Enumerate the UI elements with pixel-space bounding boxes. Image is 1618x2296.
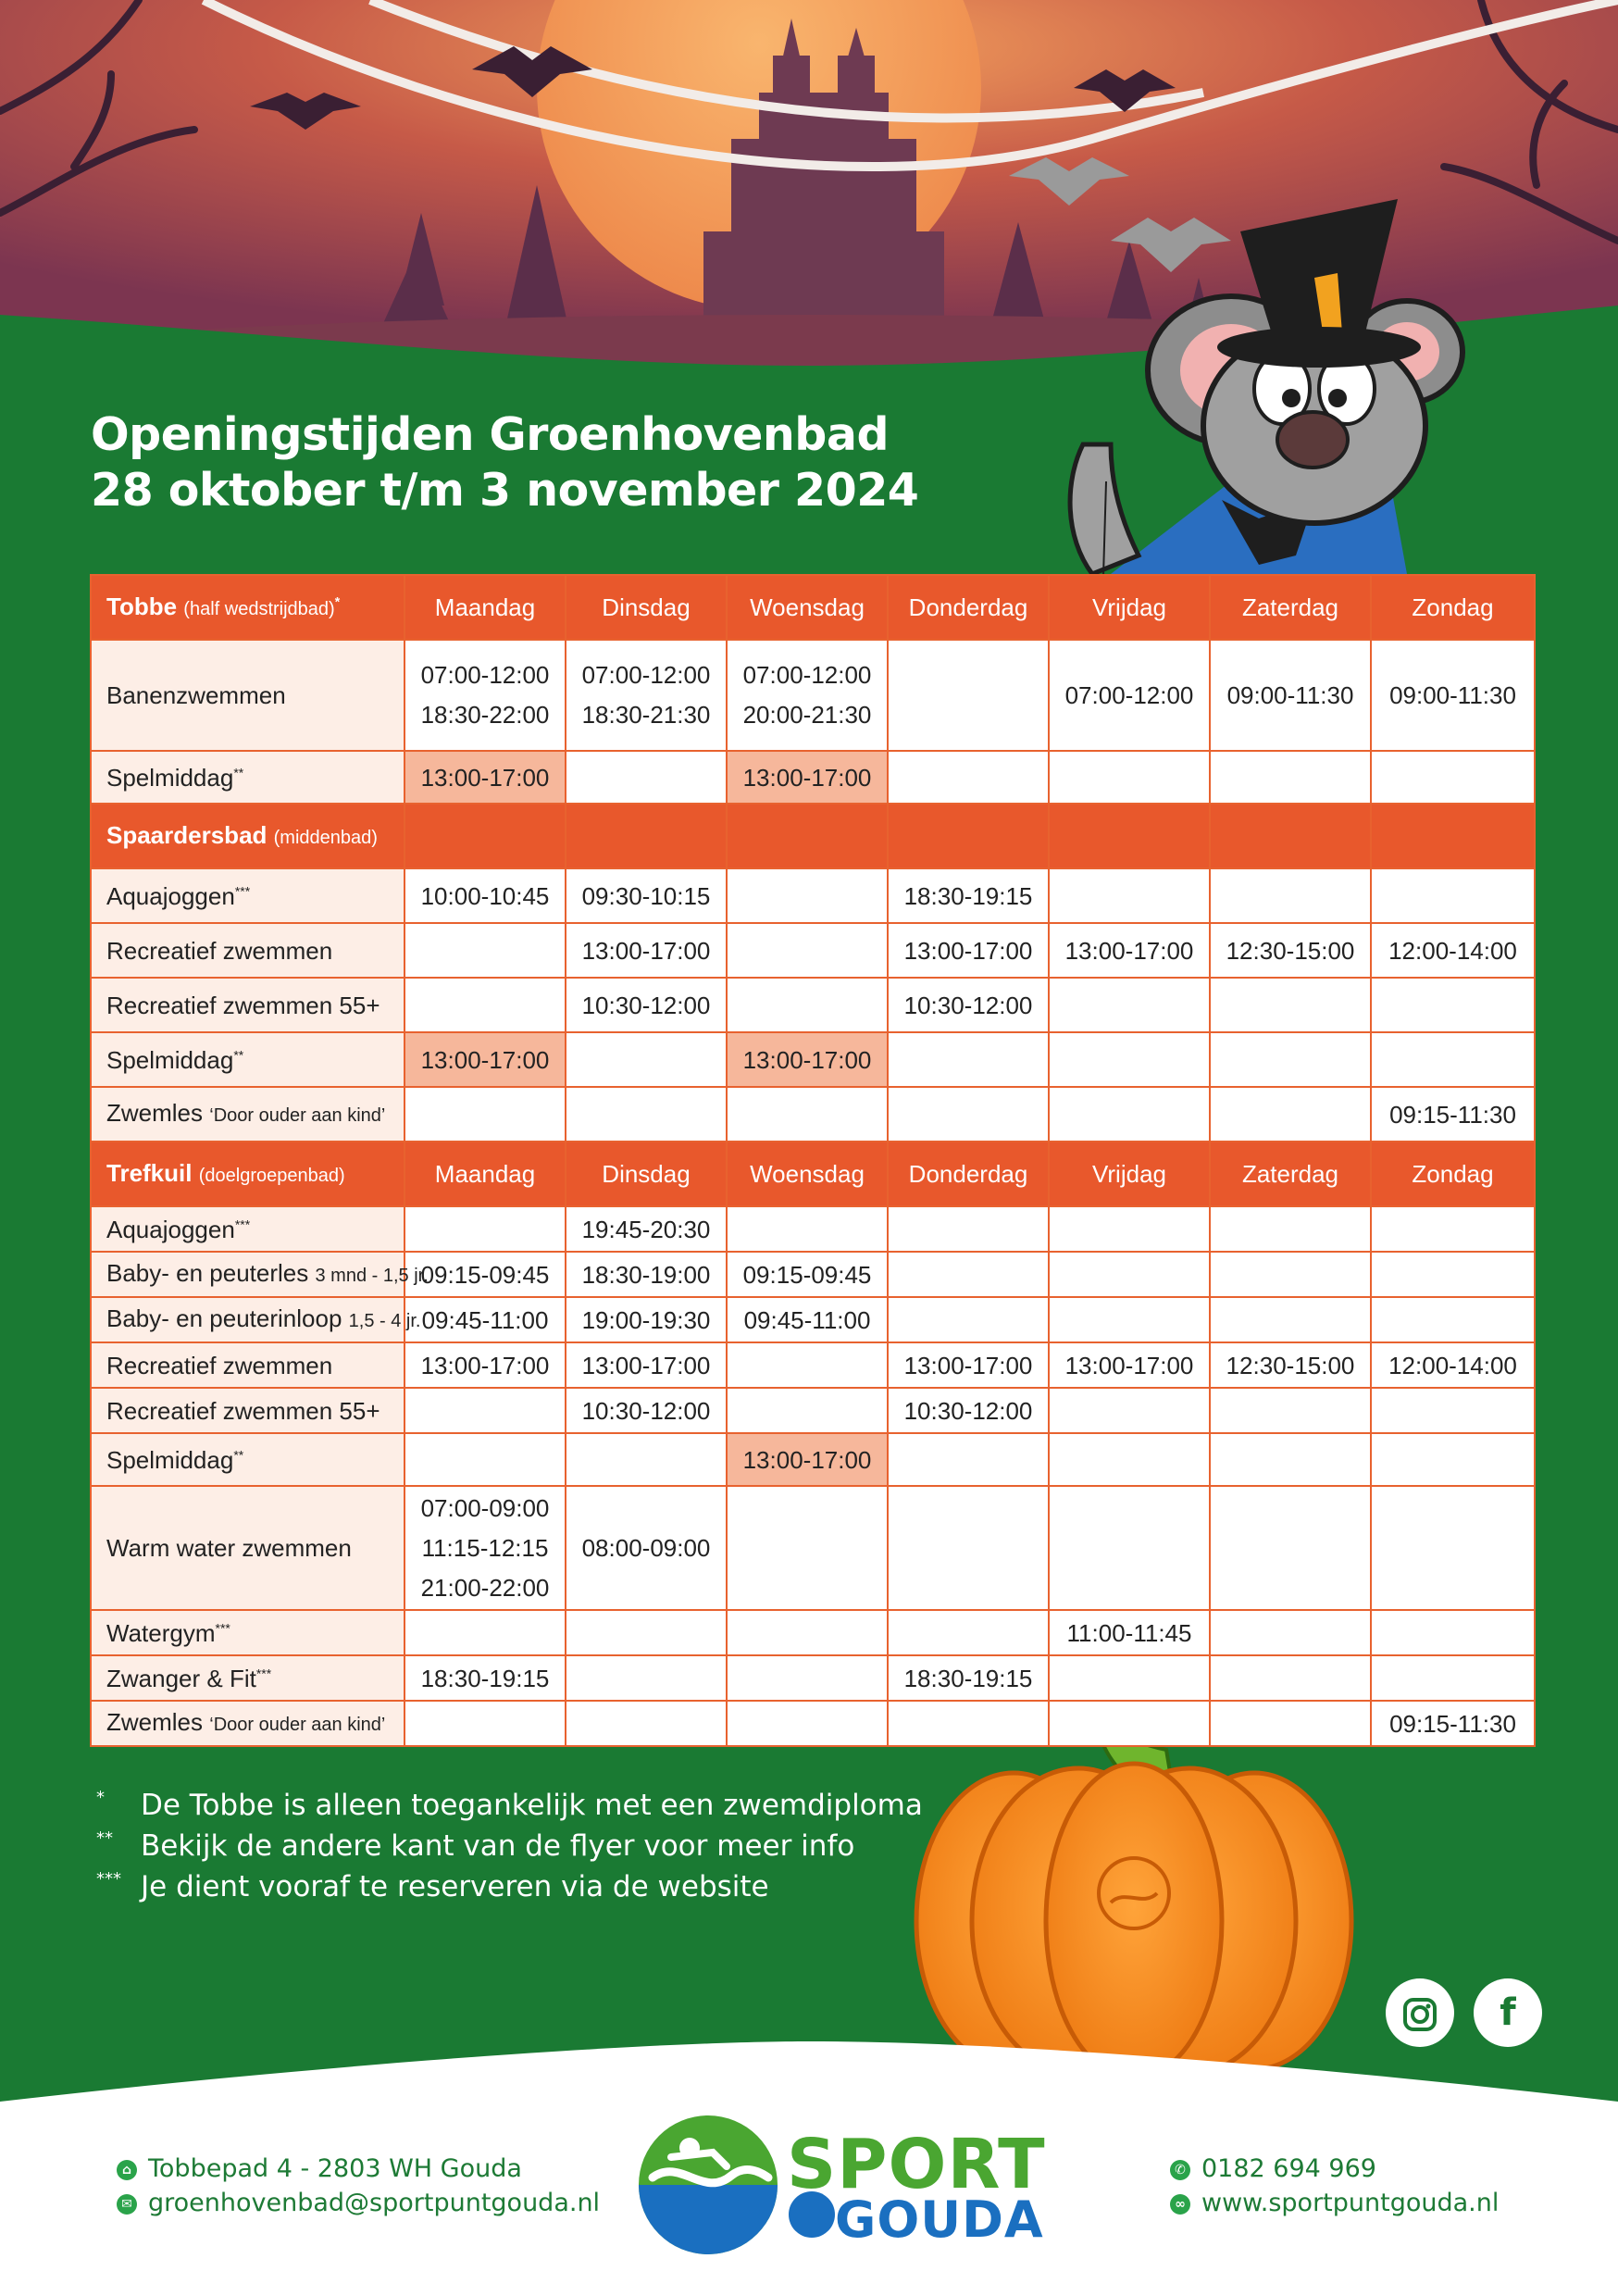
activity-name: Spelmiddag [106,763,234,792]
time-value: 19:00-19:30 [581,1305,711,1334]
time-value: 09:00-11:30 [1226,681,1354,709]
time-cell [404,1087,566,1142]
time-value: 13:00-17:00 [420,1351,550,1379]
time-value: 07:00-12:00 [1064,681,1194,709]
time-cell [1210,1701,1371,1746]
time-cell [1210,1342,1371,1388]
schedule-row [91,868,1535,923]
time-cell [727,1610,888,1655]
schedule-row [91,1032,1535,1087]
time-cell [404,1297,566,1342]
schedule-row [91,1252,1535,1297]
time-cell [1371,1032,1535,1087]
time-cell [1371,923,1535,978]
time-cell [1210,1433,1371,1486]
schedule-row [91,1655,1535,1701]
day-header: Vrijdag [1049,575,1210,640]
time-cell [1210,1206,1371,1252]
time-value: 13:00-17:00 [903,936,1033,965]
time-cell [1371,1486,1535,1610]
time-cell [888,1610,1049,1655]
footer-website[interactable] [1170,2189,1499,2217]
schedule-row [91,751,1535,804]
time-cell [1049,1433,1210,1486]
time-value: 09:15-09:45 [420,1260,550,1289]
time-value: 13:00-17:00 [420,763,550,792]
phone-icon: ✆ [1170,2160,1190,2180]
time-cell [566,1252,727,1297]
activity-label [91,1701,404,1746]
time-cell [1210,1297,1371,1342]
activity-note: 1,5 - 4 jr. [348,1311,421,1331]
home-icon: ⌂ [117,2160,137,2180]
time-cell [566,1610,727,1655]
time-cell [1210,868,1371,923]
pool-name: Trefkuil [106,1158,193,1187]
time-cell [404,1701,566,1746]
day-header: Dinsdag [566,575,727,640]
footnote-mark: ** [233,764,244,780]
time-cell [566,1206,727,1252]
tobbe-header-label [91,575,404,640]
time-cell [888,868,1049,923]
day-header: Woensdag [727,575,888,640]
time-cell [1049,1655,1210,1701]
day-header: Vrijdag [1049,1142,1210,1206]
time-cell [888,923,1049,978]
footnote-mark: *** [255,1665,272,1680]
pool-subtitle: (half wedstrijdbad) [183,598,335,619]
time-cell [1371,1433,1535,1486]
time-cell [404,978,566,1032]
time-cell [727,751,888,804]
footnote [96,1785,923,1826]
time-value: 07:00-12:00 18:30-21:30 [581,661,711,729]
time-value: 18:30-19:15 [903,1664,1033,1692]
time-cell [727,1342,888,1388]
time-cell [1049,1701,1210,1746]
footnote-mark: * [334,593,341,608]
time-cell [888,1087,1049,1142]
time-cell [1210,1655,1371,1701]
day-header: Donderdag [888,1142,1049,1206]
schedule-row [91,1388,1535,1433]
time-cell [566,1433,727,1486]
activity-name: Baby- en peuterinloop [106,1304,342,1332]
day-header: Maandag [404,575,566,640]
time-value: 13:00-17:00 [1064,1351,1194,1379]
day-header: Zaterdag [1210,575,1371,640]
spaardersbad-header-label [91,804,404,868]
time-cell [888,1206,1049,1252]
time-cell [888,1655,1049,1701]
time-cell [1371,1252,1535,1297]
footnote-mark: * [96,1788,105,1807]
time-cell [888,1388,1049,1433]
time-cell [404,1252,566,1297]
time-cell [566,923,727,978]
day-header [1049,804,1210,868]
time-cell [404,1433,566,1486]
time-value: 13:00-17:00 [903,1351,1033,1379]
pool-name: Spaardersbad [106,820,268,849]
time-cell [727,1433,888,1486]
time-value: 08:00-09:00 [581,1534,711,1562]
time-cell [1371,1655,1535,1701]
activity-name: Warm water zwemmen [106,1534,352,1562]
time-value: 09:45-11:00 [421,1305,549,1334]
time-cell [1049,1206,1210,1252]
time-cell [1049,1486,1210,1610]
time-cell [1210,1388,1371,1433]
activity-label [91,1297,421,1342]
time-cell [727,868,888,923]
time-cell [1371,1297,1535,1342]
activity-name: Aquajoggen [106,1215,235,1243]
time-value: 10:30-12:00 [581,991,711,1019]
time-cell [888,1252,1049,1297]
time-value: 19:45-20:30 [581,1215,711,1243]
trefkuil-header-row [91,1142,1535,1206]
time-cell [566,1701,727,1746]
time-value: 12:00-14:00 [1388,1351,1517,1379]
time-cell [888,1297,1049,1342]
day-header: Zaterdag [1210,1142,1371,1206]
schedule-row [91,923,1535,978]
time-value: 10:30-12:00 [903,1396,1033,1425]
time-value: 10:30-12:00 [581,1396,711,1425]
footnote [96,1866,923,1907]
activity-name: Banenzwemmen [106,681,286,709]
time-cell [1049,1032,1210,1087]
day-header: Zondag [1371,1142,1535,1206]
footnote-mark: ** [96,1828,113,1848]
time-cell [404,1486,566,1610]
facebook-button[interactable] [1474,1978,1542,2047]
activity-note: 3 mnd - 1,5 jr. [315,1266,429,1286]
activity-label [91,1252,429,1297]
time-cell [727,1388,888,1433]
time-cell [1210,1610,1371,1655]
time-cell [1371,1388,1535,1433]
time-cell [1049,1297,1210,1342]
activity-name: Zwanger & Fit [106,1664,256,1692]
time-value: 09:00-11:30 [1389,681,1516,709]
day-header [888,804,1049,868]
activity-name: Spelmiddag [106,1445,234,1474]
time-cell [888,1433,1049,1486]
time-cell [566,751,727,804]
activity-label [91,1433,404,1486]
instagram-button[interactable] [1386,1978,1454,2047]
time-cell [566,1486,727,1610]
time-cell [1210,1252,1371,1297]
logo-sport-text: SPORT [787,2125,1046,2204]
time-cell [1371,1701,1535,1746]
time-cell [727,1297,888,1342]
footnote-mark: *** [234,882,251,898]
time-cell [566,640,727,751]
day-header [727,804,888,868]
time-cell [727,1701,888,1746]
time-cell [566,978,727,1032]
activity-name: Watergym [106,1618,216,1647]
time-value: 12:30-15:00 [1226,936,1355,965]
schedule-row [91,1206,1535,1252]
time-cell [888,751,1049,804]
time-value: 09:15-09:45 [742,1260,872,1289]
time-cell [1371,1206,1535,1252]
footnote-mark: *** [234,1216,251,1231]
trefkuil-header-label [91,1142,404,1206]
time-value: 07:00-09:00 11:15-12:15 21:00-22:00 [420,1493,550,1602]
time-cell [888,640,1049,751]
time-value: 09:15-11:30 [1389,1709,1516,1738]
time-value: 13:00-17:00 [420,1045,550,1074]
time-value: 18:30-19:15 [420,1664,550,1692]
time-value: 10:30-12:00 [903,991,1033,1019]
time-cell [888,978,1049,1032]
time-cell [1371,640,1535,751]
logo-gouda-text: GOUDA [835,2190,1044,2249]
day-header: Zondag [1371,575,1535,640]
time-value: 18:30-19:15 [903,881,1033,910]
page-title [91,407,918,518]
link-icon: ∞ [1170,2194,1190,2215]
time-cell [727,978,888,1032]
website-text[interactable]: www.sportpuntgouda.nl [1201,2189,1500,2217]
activity-label [91,1486,404,1610]
time-value: 13:00-17:00 [742,1445,872,1474]
activity-name: Zwemles [106,1708,204,1736]
time-value: 12:30-15:00 [1226,1351,1355,1379]
facebook-icon: f [1500,1991,1516,2034]
schedule-row [91,1087,1535,1142]
time-cell [1049,640,1210,751]
time-cell [1371,751,1535,804]
time-cell [727,640,888,751]
time-cell [404,1206,566,1252]
day-header [566,804,727,868]
activity-label [91,1206,404,1252]
activity-name: Spelmiddag [106,1045,234,1074]
activity-note: ‘Door ouder aan kind’ [209,1105,386,1126]
time-cell [1210,640,1371,751]
time-cell [566,1388,727,1433]
activity-label [91,1655,404,1701]
activity-name: Baby- en peuterles [106,1259,309,1287]
spaardersbad-header-row [91,804,1535,868]
time-cell [727,1032,888,1087]
activity-label [91,978,404,1032]
footnotes [96,1785,923,1907]
time-cell [404,1655,566,1701]
time-cell [566,1342,727,1388]
time-cell [1049,1252,1210,1297]
activity-name: Recreatief zwemmen [106,936,333,965]
time-value: 07:00-12:00 20:00-21:30 [742,661,872,729]
time-cell [404,751,566,804]
footnote-text: De Tobbe is alleen toegankelijk met een zwemdiploma [141,1789,923,1822]
activity-note: ‘Door ouder aan kind’ [209,1715,386,1735]
time-cell [1049,1087,1210,1142]
time-value: 13:00-17:00 [1064,936,1194,965]
schedule-row [91,1486,1535,1610]
day-header: Donderdag [888,575,1049,640]
time-cell [1049,1388,1210,1433]
time-cell [1210,1087,1371,1142]
time-cell [1371,1610,1535,1655]
tobbe-header-row [91,575,1535,640]
time-value: 09:15-11:30 [1389,1100,1516,1129]
footnote [96,1826,923,1866]
footnote-text: Je dient vooraf te reserveren via de website [141,1870,769,1903]
activity-label [91,1610,404,1655]
activity-name: Recreatief zwemmen [106,1351,333,1379]
time-value: 09:45-11:00 [743,1305,871,1334]
schedule-body [91,575,1535,1746]
title-line-2: 28 oktober t/m 3 november 2024 [91,464,919,517]
footer-address [117,2154,522,2183]
activity-label [91,923,404,978]
time-cell [1210,978,1371,1032]
activity-name: Aquajoggen [106,881,235,910]
time-cell [1049,751,1210,804]
time-cell [1210,751,1371,804]
time-cell [727,1206,888,1252]
time-value: 18:30-19:00 [581,1260,711,1289]
schedule-row [91,1701,1535,1746]
time-cell [1371,1087,1535,1142]
footer-email[interactable] [117,2189,600,2217]
instagram-icon [1402,1997,1438,2032]
day-header: Maandag [404,1142,566,1206]
schedule-row [91,1297,1535,1342]
time-cell [404,1610,566,1655]
mail-icon: ✉ [117,2194,137,2215]
activity-label [91,751,404,804]
time-cell [727,923,888,978]
time-cell [888,1486,1049,1610]
time-cell [727,1252,888,1297]
time-cell [404,640,566,751]
footnote-text: Bekijk de andere kant van de flyer voor meer info [141,1829,855,1863]
email-text[interactable]: groenhovenbad@sportpuntgouda.nl [148,2189,601,2217]
time-cell [566,1032,727,1087]
footnote-mark: ** [233,1046,244,1062]
footnote-mark: ** [233,1446,244,1462]
time-cell [888,1342,1049,1388]
activity-label [91,640,404,751]
time-value: 13:00-17:00 [742,763,872,792]
activity-label [91,1342,404,1388]
time-cell [1049,978,1210,1032]
activity-label [91,868,404,923]
time-cell [727,1087,888,1142]
day-header [1210,804,1371,868]
time-cell [566,868,727,923]
time-cell [1049,923,1210,978]
day-header: Woensdag [727,1142,888,1206]
activity-label [91,1032,404,1087]
time-cell [404,923,566,978]
pool-subtitle: (doelgroepenbad) [198,1165,345,1186]
time-cell [888,1701,1049,1746]
time-cell [1049,868,1210,923]
time-cell [1371,978,1535,1032]
time-cell [1210,1486,1371,1610]
time-value: 07:00-12:00 18:30-22:00 [420,661,550,729]
schedule-row [91,1433,1535,1486]
time-cell [404,1388,566,1433]
schedule-table [90,574,1536,1747]
time-value: 13:00-17:00 [581,936,711,965]
time-value: 12:00-14:00 [1388,936,1517,965]
title-line-1: Openingstijden Groenhovenbad [91,408,890,461]
schedule-row [91,1610,1535,1655]
pool-subtitle: (middenbad) [273,827,378,848]
time-value: 13:00-17:00 [581,1351,711,1379]
time-value: 09:30-10:15 [581,881,711,910]
time-cell [1049,1342,1210,1388]
activity-label [91,1087,404,1142]
time-cell [566,1297,727,1342]
activity-name: Zwemles [106,1099,204,1127]
schedule-row [91,978,1535,1032]
activity-name: Recreatief zwemmen 55+ [106,991,380,1019]
time-value: 10:00-10:45 [420,881,550,910]
time-cell [1371,1342,1535,1388]
day-header [1371,804,1535,868]
time-value: 13:00-17:00 [742,1045,872,1074]
time-cell [404,1032,566,1087]
time-cell [1049,1610,1210,1655]
time-cell [1210,923,1371,978]
footnote-mark: *** [96,1869,121,1889]
day-header [404,804,566,868]
day-header: Dinsdag [566,1142,727,1206]
time-cell [1210,1032,1371,1087]
time-cell [888,1032,1049,1087]
time-cell [404,1342,566,1388]
time-cell [566,1087,727,1142]
activity-name: Recreatief zwemmen 55+ [106,1396,380,1425]
footer-phone[interactable] [1170,2154,1376,2183]
time-cell [1371,868,1535,923]
address-text: Tobbepad 4 - 2803 WH Gouda [148,2154,522,2183]
pool-name: Tobbe [106,592,178,620]
time-value: 11:00-11:45 [1066,1618,1192,1647]
time-cell [404,868,566,923]
phone-text[interactable]: 0182 694 969 [1201,2154,1376,2183]
time-cell [566,1655,727,1701]
time-cell [727,1486,888,1610]
schedule-row [91,640,1535,751]
time-cell [727,1655,888,1701]
footnote-mark: *** [215,1619,230,1635]
activity-label [91,1388,404,1433]
schedule-row [91,1342,1535,1388]
